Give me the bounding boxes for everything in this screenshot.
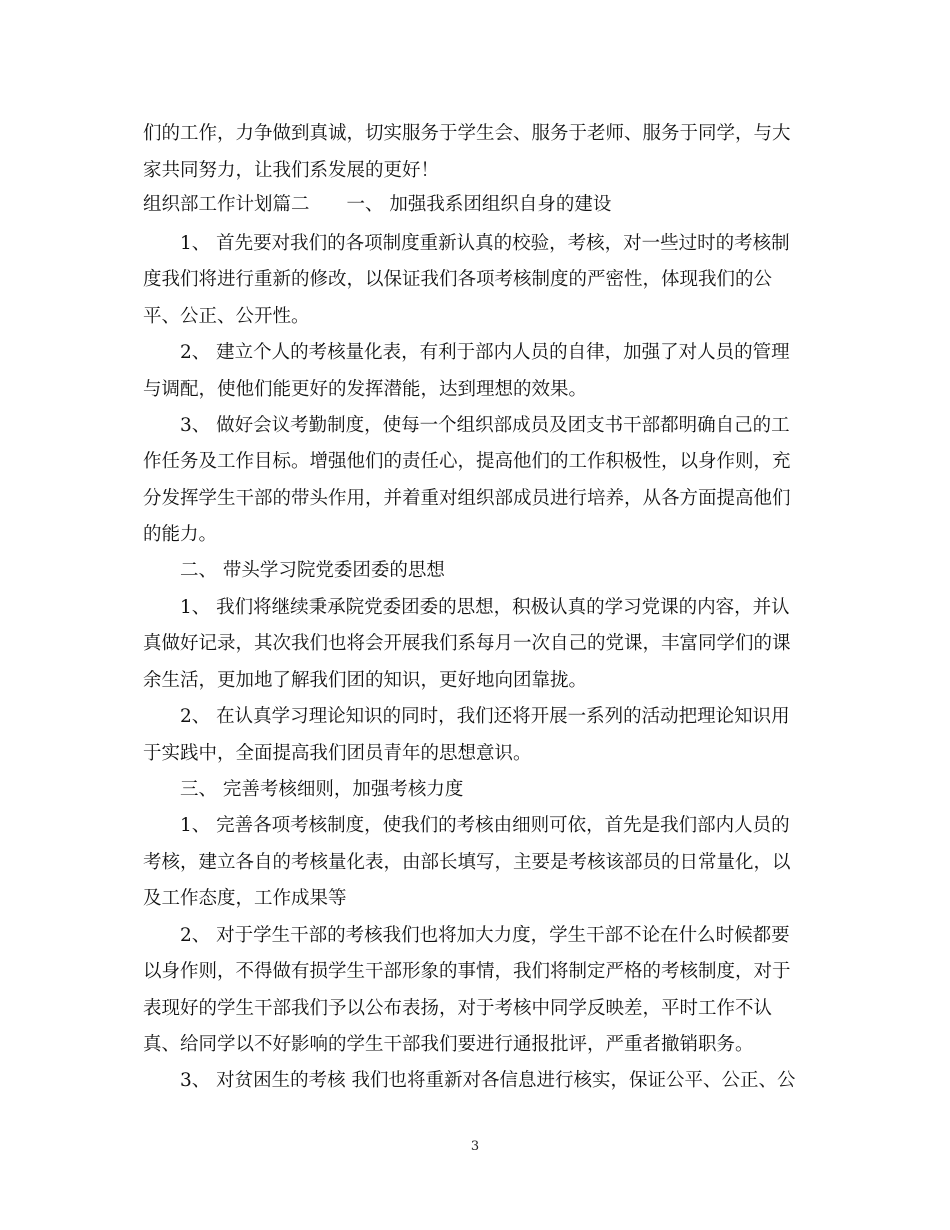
text-line: 分发挥学生干部的带头作用，并着重对组织部成员进行培养，从各方面提高他们 bbox=[143, 488, 791, 509]
text-line: 以身作则，不得做有损学生干部形象的事情，我们将制定严格的考核制度，对于 bbox=[143, 961, 791, 982]
text-line: 真做好记录，其次我们也将会开展我们系每月一次自己的党课，丰富同学们的课 bbox=[143, 633, 791, 654]
text-line: 3、 做好会议考勤制度，使每一个组织部成员及团支书干部都明确自己的工 bbox=[180, 415, 790, 436]
section-heading-line: 二、 带头学习院党委团委的思想 bbox=[180, 560, 445, 581]
text-line: 3、 对贫困生的考核 我们也将重新对各信息进行核实，保证公平、公正、公 bbox=[180, 1070, 796, 1091]
text-line: 考核，建立各自的考核量化表，由部长填写，主要是考核该部员的日常量化，以 bbox=[143, 852, 791, 873]
text-line: 1、 我们将继续秉承院党委团委的思想，积极认真的学习党课的内容，并认 bbox=[180, 597, 790, 618]
section-heading-line: 三、 完善考核细则，加强考核力度 bbox=[180, 779, 464, 800]
text-line: 1、 首先要对我们的各项制度重新认真的校验，考核，对一些过时的考核制 bbox=[180, 233, 790, 254]
text-line: 们的工作，力争做到真诚，切实服务于学生会、服务于老师、服务于同学，与大 bbox=[143, 123, 791, 144]
text-line: 的能力。 bbox=[143, 524, 218, 545]
text-line: 于实践中，全面提高我们团员青年的思想意识。 bbox=[143, 743, 532, 764]
section-heading-line: 组织部工作计划篇二 一、 加强我系团组织自身的建设 bbox=[143, 194, 612, 215]
text-line: 余生活，更加地了解我们团的知识，更好地向团靠拢。 bbox=[143, 670, 588, 691]
text-line: 真、给同学以不好影响的学生干部我们要进行通报批评，严重者撤销职务。 bbox=[143, 1034, 754, 1055]
text-line: 表现好的学生干部我们予以公布表扬，对于考核中同学反映差，平时工作不认 bbox=[143, 998, 773, 1019]
text-line: 家共同努力，让我们系发展的更好！ bbox=[143, 160, 440, 181]
text-line: 作任务及工作目标。增强他们的责任心，提高他们的工作积极性，以身作则，充 bbox=[143, 451, 791, 472]
text-line: 2、 对于学生干部的考核我们也将加大力度，学生干部不论在什么时候都要 bbox=[180, 925, 790, 946]
text-line: 1、 完善各项考核制度，使我们的考核由细则可依，首先是我们部内人员的 bbox=[180, 815, 790, 836]
text-line: 2、 建立个人的考核量化表，有利于部内人员的自律，加强了对人员的管理 bbox=[180, 342, 790, 363]
page-number: 3 bbox=[470, 1139, 480, 1154]
text-line: 2、 在认真学习理论知识的同时，我们还将开展一系列的活动把理论知识用 bbox=[180, 706, 790, 727]
text-line: 度我们将进行重新的修改，以保证我们各项考核制度的严密性，体现我们的公 bbox=[143, 269, 773, 290]
text-line: 平、公正、公开性。 bbox=[143, 306, 310, 327]
text-line: 及工作态度，工作成果等 bbox=[143, 888, 347, 909]
text-line: 与调配，使他们能更好的发挥潜能，达到理想的效果。 bbox=[143, 379, 588, 400]
